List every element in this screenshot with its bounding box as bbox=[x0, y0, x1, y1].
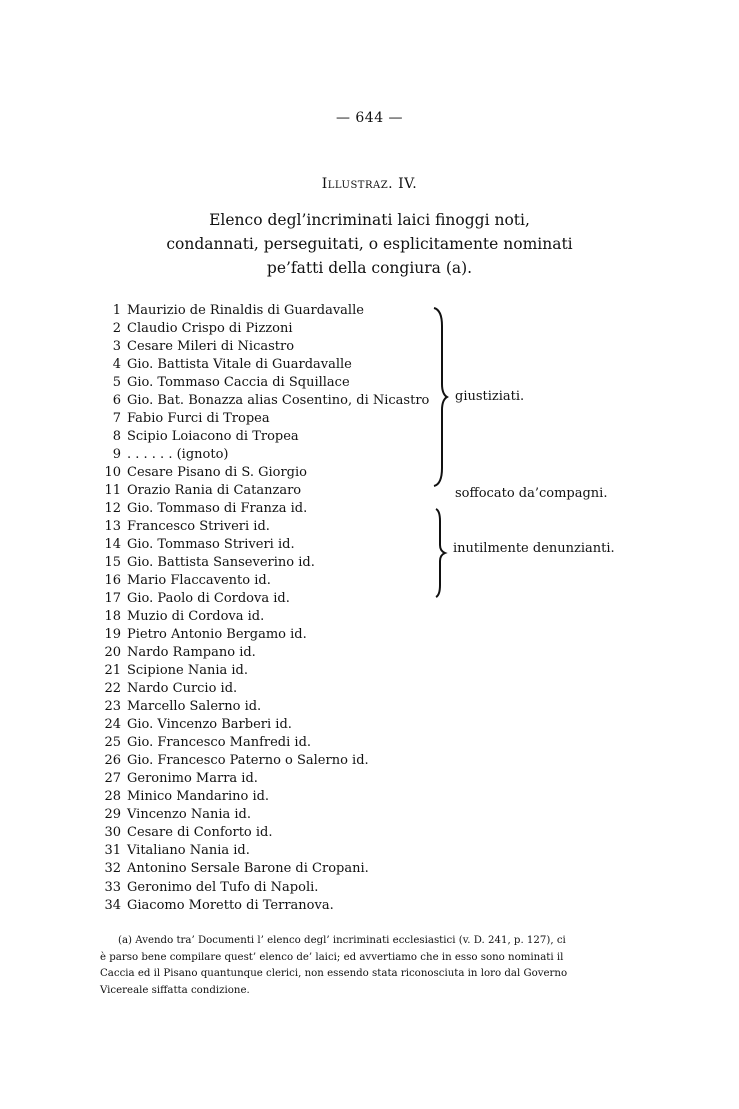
item-name: Vitaliano Nania id. bbox=[127, 843, 250, 859]
list-item bbox=[104, 626, 429, 644]
list-item bbox=[104, 716, 429, 734]
item-number: 2 bbox=[112, 321, 121, 337]
list-item bbox=[104, 356, 429, 374]
item-number: 5 bbox=[112, 375, 121, 391]
item-name: Gio. Tommaso di Franza id. bbox=[127, 501, 308, 517]
list-item bbox=[104, 734, 429, 752]
list-item bbox=[104, 860, 429, 878]
list-item bbox=[104, 302, 429, 320]
list-item bbox=[104, 536, 429, 554]
item-name: Cesare di Conforto id. bbox=[127, 825, 273, 841]
item-name: . . . . . . (ignoto) bbox=[127, 447, 229, 463]
item-number: 30 bbox=[104, 825, 121, 841]
list-item bbox=[104, 464, 429, 482]
list-item bbox=[104, 410, 429, 428]
item-name: Muzio di Cordova id. bbox=[127, 609, 265, 625]
list-item bbox=[104, 788, 429, 806]
item-number: 4 bbox=[112, 357, 121, 373]
item-name: Nardo Curcio id. bbox=[127, 681, 238, 697]
heading-line: Elenco degl’incriminati laici finoggi noti, bbox=[209, 211, 530, 229]
item-number: 33 bbox=[104, 879, 121, 895]
incriminated-list bbox=[104, 302, 429, 915]
brace-executed bbox=[430, 306, 452, 488]
list-item bbox=[104, 500, 429, 518]
item-number: 24 bbox=[104, 717, 121, 733]
item-number: 18 bbox=[104, 609, 121, 625]
item-number: 9 bbox=[112, 447, 121, 463]
item-name: Giacomo Moretto di Terranova. bbox=[127, 897, 334, 913]
item-name: Orazio Rania di Catanzaro bbox=[127, 483, 302, 499]
item-name: Geronimo Marra id. bbox=[127, 771, 258, 787]
footnote-line: (a) Avendo tra’ Documenti l’ elenco degl’ incriminati ecclesiastici (v. D. 241, p. 127), ci bbox=[118, 935, 566, 946]
item-name: Gio. Battista Sanseverino id. bbox=[127, 555, 315, 571]
item-name: Antonino Sersale Barone di Cropani. bbox=[127, 861, 369, 877]
item-name: Mario Flaccavento id. bbox=[127, 573, 271, 589]
item-name: Gio. Francesco Paterno o Salerno id. bbox=[127, 753, 369, 769]
item-name: Gio. Francesco Manfredi id. bbox=[127, 735, 312, 751]
list-item bbox=[104, 662, 429, 680]
list-item bbox=[104, 770, 429, 788]
item-name: Gio. Vincenzo Barberi id. bbox=[127, 717, 292, 733]
item-number: 8 bbox=[112, 429, 121, 445]
item-number: 32 bbox=[104, 861, 121, 877]
page-number: — 644 — bbox=[335, 110, 404, 126]
item-name: Marcello Salerno id. bbox=[127, 699, 262, 715]
list-item bbox=[104, 752, 429, 770]
list-item bbox=[104, 392, 429, 410]
item-name: Gio. Paolo di Cordova id. bbox=[127, 591, 290, 607]
list-item bbox=[104, 446, 429, 464]
heading-line: pe’fatti della congiura (a). bbox=[266, 259, 473, 277]
section-title: Illustraz. IV. bbox=[321, 176, 418, 192]
list-item bbox=[104, 320, 429, 338]
list-item bbox=[104, 698, 429, 716]
item-number: 6 bbox=[112, 393, 121, 409]
item-number: 31 bbox=[104, 843, 121, 859]
footnote-line: Caccia ed il Pisano quantunque clerici, non essendo stata riconosciuta in loro dal Governo bbox=[100, 968, 568, 979]
item-number: 13 bbox=[104, 519, 121, 535]
item-name: Cesare Mileri di Nicastro bbox=[127, 339, 295, 355]
list-item bbox=[104, 338, 429, 356]
item-name: Francesco Striveri id. bbox=[127, 519, 270, 535]
item-name: Scipione Nania id. bbox=[127, 663, 248, 679]
item-name: Scipio Loiacono di Tropea bbox=[127, 429, 299, 445]
item-number: 23 bbox=[104, 699, 121, 715]
note-denounced: inutilmente denunzianti. bbox=[453, 541, 615, 556]
list-item bbox=[104, 554, 429, 572]
item-number: 21 bbox=[104, 663, 121, 679]
item-number: 12 bbox=[104, 501, 121, 517]
item-name: Gio. Bat. Bonazza alias Cosentino, di Nicastro bbox=[127, 393, 430, 409]
list-item bbox=[104, 680, 429, 698]
item-number: 16 bbox=[104, 573, 121, 589]
item-number: 7 bbox=[112, 411, 121, 427]
item-name: Minico Mandarino id. bbox=[127, 789, 270, 805]
item-number: 28 bbox=[104, 789, 121, 805]
note-suffocated: soffocato da’compagni. bbox=[455, 486, 608, 501]
list-heading bbox=[0, 208, 739, 280]
item-name: Vincenzo Nania id. bbox=[127, 807, 251, 823]
item-name: Gio. Battista Vitale di Guardavalle bbox=[127, 357, 352, 373]
list-item bbox=[104, 518, 429, 536]
item-number: 27 bbox=[104, 771, 121, 787]
list-item bbox=[104, 644, 429, 662]
item-number: 26 bbox=[104, 753, 121, 769]
item-number: 15 bbox=[104, 555, 121, 571]
item-name: Gio. Tommaso Striveri id. bbox=[127, 537, 295, 553]
footnote-line: è parso bene compilare quest’ elenco de’ laici; ed avvertiamo che in esso sono nominati il bbox=[100, 951, 564, 963]
list-item bbox=[104, 824, 429, 842]
item-number: 34 bbox=[104, 897, 121, 913]
note-executed: giustiziati. bbox=[455, 389, 525, 404]
item-number: 29 bbox=[104, 807, 121, 823]
item-number: 19 bbox=[104, 627, 121, 643]
item-number: 25 bbox=[104, 735, 121, 751]
item-name: Maurizio de Rinaldis di Guardavalle bbox=[127, 303, 364, 318]
item-number: 3 bbox=[112, 339, 121, 355]
item-name: Claudio Crispo di Pizzoni bbox=[127, 321, 293, 337]
item-number: 17 bbox=[104, 591, 121, 607]
item-name: Fabio Furci di Tropea bbox=[127, 411, 270, 427]
item-name: Pietro Antonio Bergamo id. bbox=[127, 627, 307, 643]
footnote-line: Vicereale siffatta condizione. bbox=[100, 984, 250, 996]
list-item bbox=[104, 897, 429, 915]
item-name: Nardo Rampano id. bbox=[127, 645, 256, 661]
list-item bbox=[104, 608, 429, 626]
footnote bbox=[100, 933, 616, 999]
item-name: Cesare Pisano di S. Giorgio bbox=[127, 465, 307, 481]
list-item bbox=[104, 428, 429, 446]
list-item bbox=[104, 806, 429, 824]
list-item bbox=[104, 572, 429, 590]
item-number: 20 bbox=[104, 645, 121, 661]
item-number: 1 bbox=[112, 303, 121, 318]
item-number: 10 bbox=[104, 465, 121, 481]
list-item bbox=[104, 842, 429, 860]
item-number: 14 bbox=[104, 537, 121, 553]
item-name: Gio. Tommaso Caccia di Squillace bbox=[127, 375, 350, 391]
item-name: Geronimo del Tufo di Napoli. bbox=[127, 879, 319, 895]
item-number: 11 bbox=[104, 483, 121, 499]
list-item bbox=[104, 590, 429, 608]
list-item bbox=[104, 482, 429, 500]
item-number: 22 bbox=[104, 681, 121, 697]
heading-line: condannati, perseguitati, o esplicitamente nominati bbox=[166, 235, 573, 253]
list-item bbox=[104, 879, 429, 897]
brace-denounced bbox=[430, 507, 450, 599]
list-item bbox=[104, 374, 429, 392]
